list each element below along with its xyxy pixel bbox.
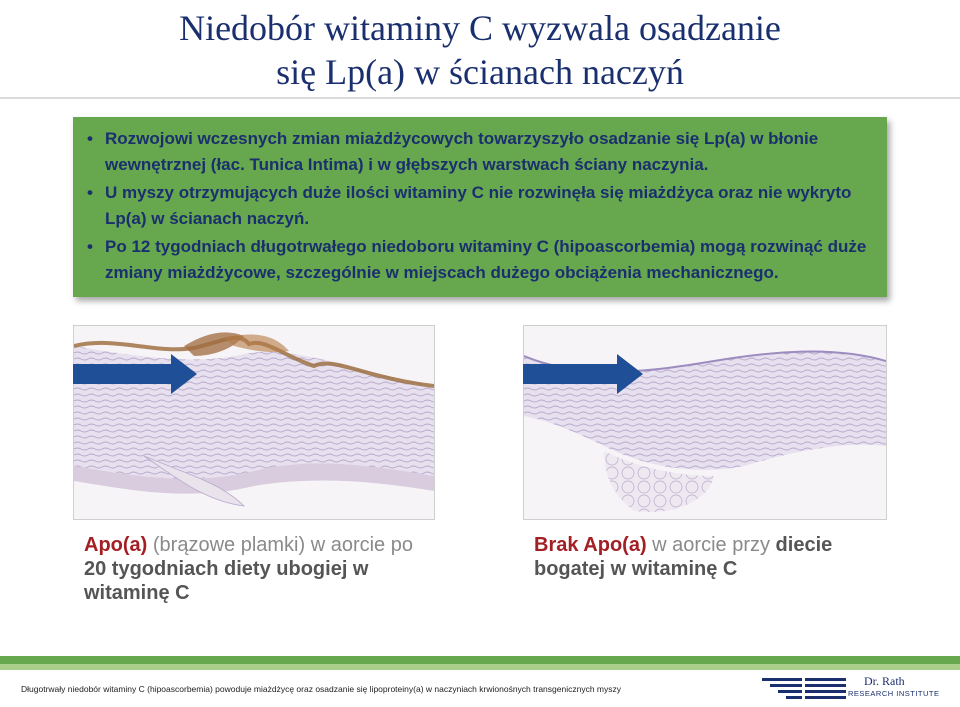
footer-stripe-light [0,664,960,670]
bullet-dot-icon: • [87,183,93,202]
caption-right-text: w aorcie przy [646,534,776,556]
caption-right [534,533,864,581]
bullet-dot-icon: • [87,237,93,256]
bullet-item [87,234,873,286]
bullet-dot-icon: • [87,129,93,148]
slide-title [0,6,960,94]
caption-right-bold2: bogatej w witaminę C [534,558,738,580]
footer-text: Długotrwały niedobór witaminy C (hipoascorbemia) powoduje miażdżycę oraz osadzanie się lipoproteiny(a) w naczyniach krwionośnych transgenicznych myszy [21,684,621,694]
footer-stripe-dark [0,656,960,664]
caption-left-highlight: Apo(a) [84,534,148,556]
bullet-text: U myszy otrzymujących duże ilości witaminy C nie rozwinęła się miażdżyca oraz nie wykryto Lp(a) w ścianach naczyń. [105,183,852,228]
bullet-item [87,180,873,232]
caption-right-bold1: diecie [775,534,833,556]
logo-subtitle: RESEARCH INSTITUTE [848,689,940,698]
caption-left-bold: 20 tygodniach diety ubogiej w witaminę C [84,558,369,604]
slide-title-line1: Niedobór witaminy C wyzwala osadzanie [179,8,781,48]
bullet-text: Po 12 tygodniach długotrwałego niedoboru witaminy C (hipoascorbemia) mogą rozwinąć duże zmiany miażdżycowe, szczególnie w miejscach dużego obciążenia mechanicznego. [105,237,867,282]
flag-stripes-icon [762,676,846,702]
logo-name: Dr. Rath [864,674,905,688]
caption-right-highlight: Brak Apo(a) [534,534,647,556]
bullet-item [87,126,873,178]
caption-left [84,533,424,605]
slide-title-line2: się Lp(a) w ścianach naczyń [276,52,684,92]
right-arrow-icon [73,354,199,394]
right-arrow-icon [523,354,645,394]
title-divider [0,97,960,99]
bullet-text: Rozwojowi wczesnych zmian miażdżycowych towarzyszyło osadzanie się Lp(a) w błonie wewnętrznej (łac. Tunica Intima) i w głębszych warstwach ściany naczynia. [105,129,819,174]
caption-left-text: (brązowe plamki) w aorcie po [147,534,413,556]
bullet-box [73,117,887,297]
institute-logo [762,674,952,704]
